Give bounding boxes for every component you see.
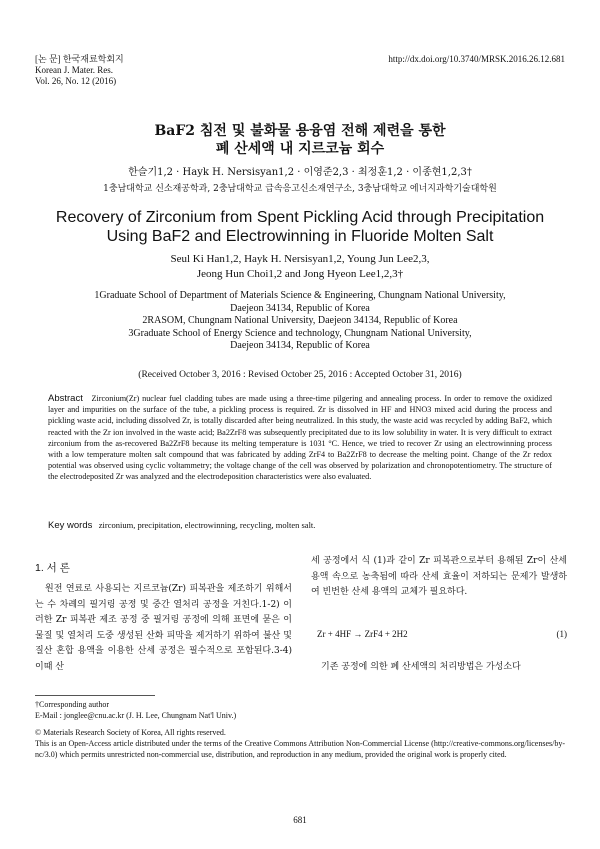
korean-authors: 한슬기1,2 · Hayk H. Nersisyan1,2 · 이영준2,3 · 최정훈1,2 · 이종현1,2,3† [128,167,472,178]
affiliation-3-line1: 3Graduate School of Energy Science and technology, Chungnam National University, [128,327,472,339]
equation-number: (1) [556,629,567,639]
english-affiliations [0,290,600,353]
affiliation-1-line1: 1Graduate School of Department of Materials Science & Engineering, Chungnam National University, [94,290,506,301]
abstract-label: Abstract [48,393,83,404]
footnote-divider [35,695,155,696]
page-number: 681 [293,815,307,825]
received-dates: (Received October 3, 2016 : Revised October 25, 2016 : Accepted October 31, 2016) [138,370,462,380]
equation-text: Zr + 4HF → ZrF4 + 2H2 [317,629,408,639]
body-column-right [311,554,567,601]
license-notice [35,727,565,760]
keywords [48,520,315,531]
copyright: © Materials Research Society of Korea, All rights reserved. [35,728,226,737]
doi-link[interactable]: http://dx.doi.org/10.3740/MRSK.2016.26.12.681 [388,54,565,64]
body-column-left [35,582,292,676]
english-title-line1: Recovery of Zirconium from Spent Pickling Acid through Precipitation [55,209,545,226]
journal-volume: Vol. 26, No. 12 (2016) [35,76,117,86]
body-paragraph: 세 공정에서 식 (1)과 같이 Zr 피복관으로부터 용해된 Zr이 산세 용액 속으로 농축됨에 따라 산세 효율이 저하되는 문제가 발생하여 빈번한 산세 용액의 교체가 필요하다. [311,556,567,598]
body-paragraph: 기존 공정에 의한 폐 산세액의 처리방법은 가성소다 [321,662,521,672]
footnote [35,699,236,721]
abstract [48,393,552,483]
english-authors-line1: Seul Ki Han1,2, Hayk H. Nersisyan1,2, Young Jun Lee2,3, [170,253,430,265]
body-column-right-continued [311,660,567,676]
license-text: This is an Open-Access article distributed under the terms of the Creative Commons Attribution Non-Commercial License (http://creative-commons.org/licenses/by-nc/3.0) which permits unrestricted non-commercial use, distribution, and reproduction in any medium, provided the original work is properly cited. [35,739,565,759]
korean-title [0,122,600,158]
english-title-line2: Using BaF2 and Electrowinning in Fluoride Molten Salt [106,228,494,245]
corresponding-author: †Corresponding author [35,700,109,709]
korean-affiliations: 1충남대학교 신소재공학과, 2충남대학교 급속응고신소재연구소, 3충남대학교 에너지과학기술대학원 [103,184,497,194]
korean-title-line2: 폐 산세액 내 지르코늄 회수 [215,141,385,157]
english-authors-line2: Jeong Hun Choi1,2 and Jong Hyeon Lee1,2,3† [196,268,404,280]
affiliation-1-line2: Daejeon 34134, Republic of Korea [230,302,370,314]
section-heading-introduction: 1. 서 론 [35,562,70,574]
affiliation-3-line2: Daejeon 34134, Republic of Korea [230,340,370,351]
journal-name-en: Korean J. Mater. Res. [35,65,113,75]
keywords-label: Key words [48,520,93,531]
affiliation-2: 2RASOM, Chungnam National University, Daejeon 34134, Republic of Korea [142,315,458,326]
korean-title-line1: BaF2 침전 및 불화물 용융염 전해 제련을 통한 [154,123,446,139]
english-authors [0,252,600,282]
equation-1 [311,629,567,639]
journal-header [35,54,124,87]
keywords-text: zirconium, precipitation, electrowinning, recycling, molten salt. [98,520,316,530]
abstract-text: Zirconium(Zr) nuclear fuel cladding tubes are made using a three-time pilgering and annealing process. In order to remove the oxidized layer and impurities on the surface of the tube, a pickling process is required. Zr is dissolved in HF and HNO3 mixed acid during the process and pickling waste acid, including dissolved Zr, is totally discarded after being neutralized. In this study, the waste acid was recycled by adding BaF2, which reacted with the Zr ion involved in the waste acid; Ba2ZrF8 was subsequently precipitated due to its low solubility in water. It is very difficult to extract zirconium from the as-recovered Ba2ZrF8 because its melting temperature is 1031 °C. Hence, we tried to recover Zr using an electrowinning process with a low temperature molten salt compound that was fabricated by adding ZrF4 to Ba2ZrF8 to decrease the melting point. Change of the Zr redox potential was observed using cyclic voltammetry; the voltage change of the cell was observed by polarization and chronopotentiometry. The structure of the electrodeposited Zr was analyzed and the electrodeposition characteristics were also evaluated. [48,394,552,482]
journal-name-kr: [논 문] 한국재료학회지 [35,54,124,64]
body-paragraph: 원전 연료로 사용되는 지르코늄(Zr) 피복관을 제조하기 위해서는 수 차례의 필거링 공정 및 중간 열처리 공정을 거친다.1-2) 이러한 Zr 피복관 제조 공정 중 필거링 공정에 의해 표면에 묻은 이물질 및 열처리 도중 생성된 산화 피막을 제거하기 위하여 불산 및 질산 혼합 용액을 이용한 산세 공정은 필수적으로 포함된다.3-4) 이때 산 [35,584,292,672]
english-title [0,208,600,246]
author-email: E-Mail : jonglee@cnu.ac.kr (J. H. Lee, Chungnam Nat'l Univ.) [35,711,237,720]
